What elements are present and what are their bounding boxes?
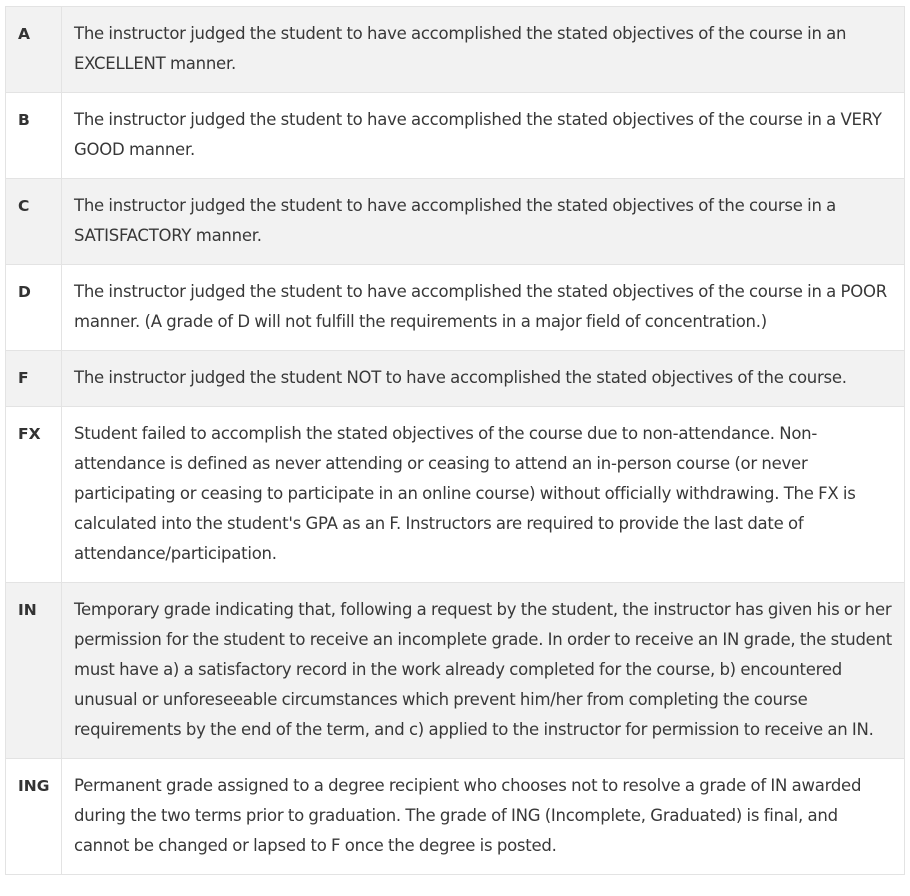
grade-code: A (6, 7, 62, 93)
grade-description: Temporary grade indicating that, following a request by the student, the instructor has given his or her permission for the student to receive an incomplete grade. In order to receive an IN grade, the student must have a) a satisfactory record in the work already completed for the course, b) encountered unusual or unforeseeable circumstances which prevent him/her from completing the course requirements by the end of the term, and c) applied to the instructor for permission to receive an IN. (62, 583, 905, 759)
table-row (6, 7, 905, 93)
grade-description: The instructor judged the student to have accomplished the stated objectives of the course in a POOR manner. (A grade of D will not fulfill the requirements in a major field of concentration.) (62, 265, 905, 351)
grade-description: The instructor judged the student to have accomplished the stated objectives of the course in a VERY GOOD manner. (62, 93, 905, 179)
table-row (6, 265, 905, 351)
grade-code: ING (6, 759, 62, 875)
grade-definitions-table (5, 6, 905, 875)
grade-code: FX (6, 407, 62, 583)
grade-code: C (6, 179, 62, 265)
grade-code: D (6, 265, 62, 351)
grade-description: Permanent grade assigned to a degree recipient who chooses not to resolve a grade of IN awarded during the two terms prior to graduation. The grade of ING (Incomplete, Graduated) is final, and cannot be changed or lapsed to F once the degree is posted. (62, 759, 905, 875)
table-row (6, 351, 905, 407)
table-row (6, 759, 905, 875)
table-row (6, 179, 905, 265)
grade-code: F (6, 351, 62, 407)
grade-description: Student failed to accomplish the stated objectives of the course due to non-attendance. Non-attendance is defined as never attending or ceasing to attend an in-person course (or never participating or ceasing to participate in an online course) without officially withdrawing. The FX is calculated into the student's GPA as an F. Instructors are required to provide the last date of attendance/participation. (62, 407, 905, 583)
grade-description: The instructor judged the student to have accomplished the stated objectives of the course in a SATISFACTORY manner. (62, 179, 905, 265)
table-row (6, 407, 905, 583)
grade-description: The instructor judged the student NOT to have accomplished the stated objectives of the course. (62, 351, 905, 407)
table-row (6, 93, 905, 179)
table-row (6, 583, 905, 759)
grade-code: IN (6, 583, 62, 759)
grade-description: The instructor judged the student to have accomplished the stated objectives of the course in an EXCELLENT manner. (62, 7, 905, 93)
grade-code: B (6, 93, 62, 179)
